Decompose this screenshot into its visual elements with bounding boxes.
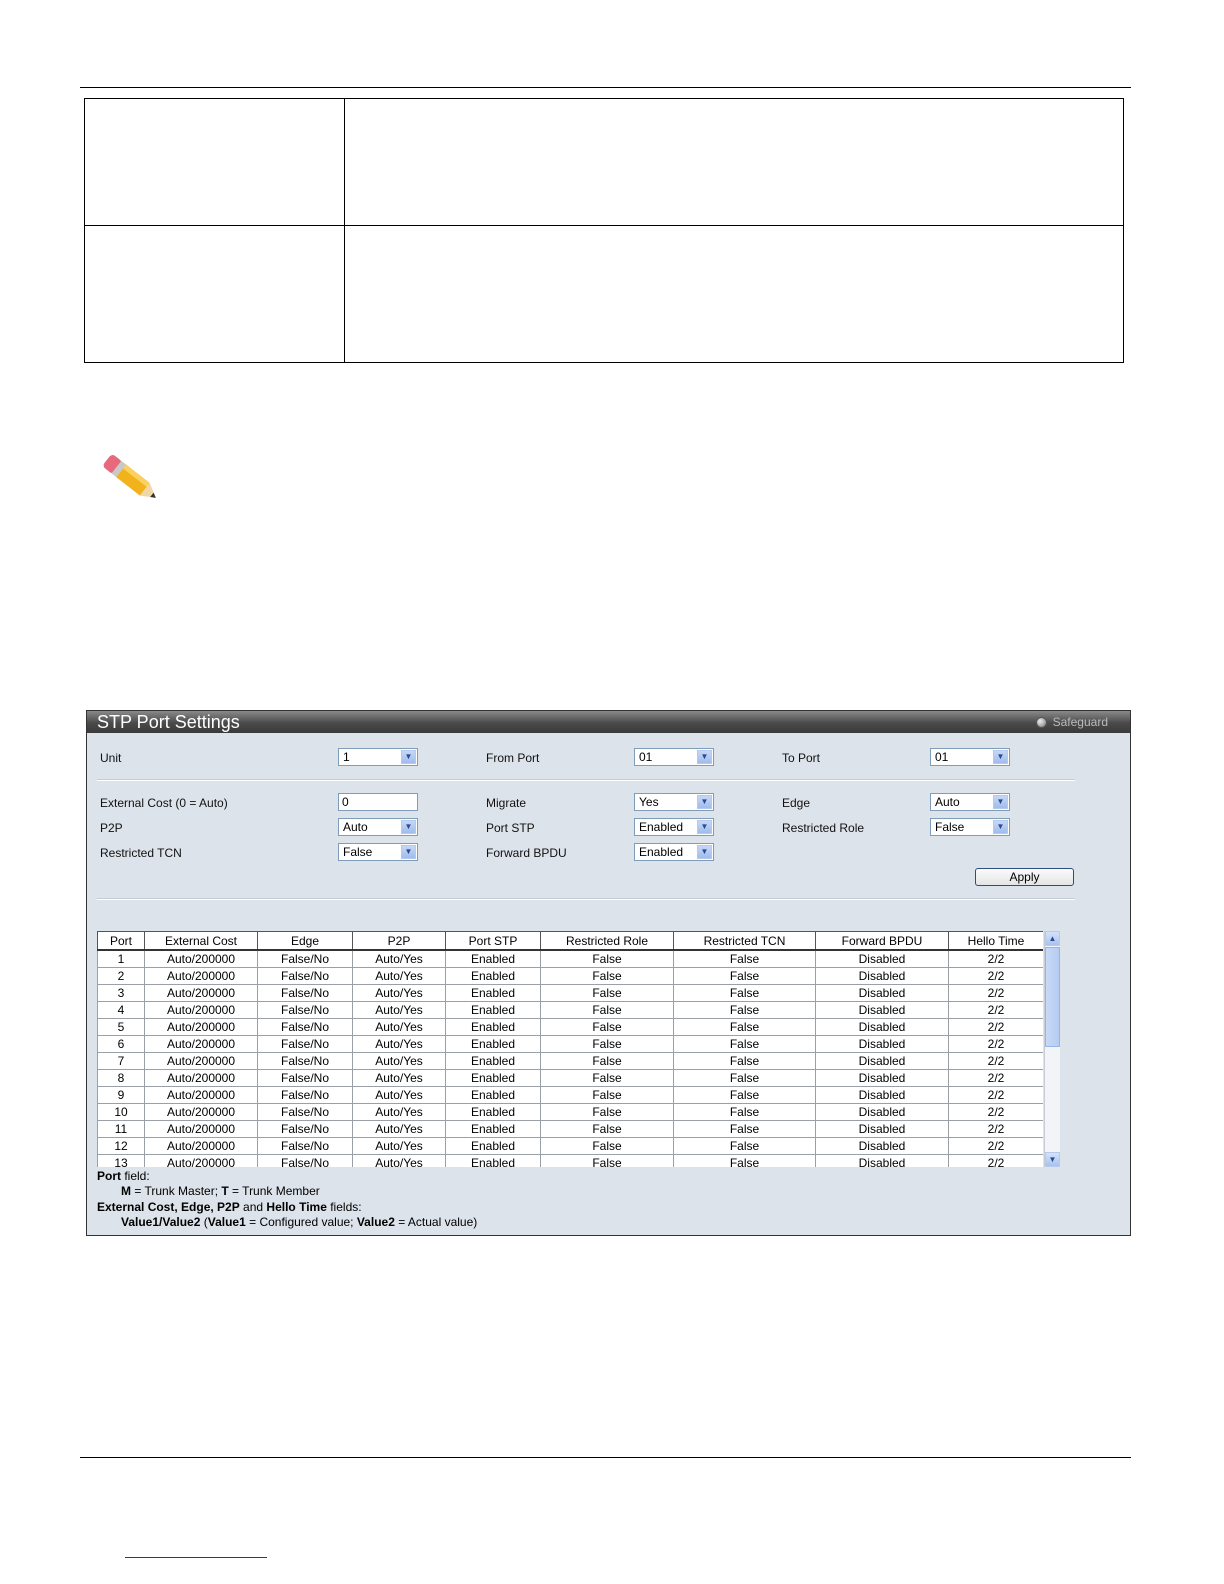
- legend-text: = Actual value): [394, 1215, 478, 1229]
- footer-link-underline[interactable]: [125, 1557, 267, 1558]
- footer-rule: [80, 1457, 1131, 1458]
- table-cell: Auto/200000: [145, 950, 258, 968]
- chevron-down-icon[interactable]: ▼: [1045, 1152, 1060, 1167]
- external-cost-input[interactable]: 0: [338, 793, 418, 811]
- table-cell: Enabled: [446, 1036, 541, 1053]
- table-cell: Enabled: [446, 1070, 541, 1087]
- table-cell: Auto/200000: [145, 1002, 258, 1019]
- table-cell: Disabled: [816, 1036, 949, 1053]
- table-column-divider: [344, 99, 345, 362]
- table-cell: Auto/200000: [145, 1019, 258, 1036]
- table-cell: False: [541, 1036, 674, 1053]
- table-cell: Enabled: [446, 950, 541, 968]
- from-port-select[interactable]: [634, 748, 714, 766]
- table-cell: 2/2: [949, 1070, 1044, 1087]
- column-header: P2P: [353, 932, 446, 951]
- to-port-label: To Port: [782, 751, 821, 765]
- table-cell: Enabled: [446, 1121, 541, 1138]
- table-row[interactable]: [98, 1104, 1044, 1121]
- table-cell: 2/2: [949, 950, 1044, 968]
- table-cell: 7: [98, 1053, 145, 1070]
- table-cell: Enabled: [446, 1002, 541, 1019]
- restricted-role-value: False: [935, 820, 965, 834]
- table-body: [98, 950, 1044, 1167]
- table-header-row: [98, 932, 1044, 951]
- table-cell: False: [541, 1155, 674, 1168]
- forward-bpdu-select[interactable]: [634, 843, 714, 861]
- port-table-viewport: [97, 931, 1043, 1167]
- edge-select[interactable]: [930, 793, 1010, 811]
- table-cell: Auto/200000: [145, 1087, 258, 1104]
- column-header: Restricted Role: [541, 932, 674, 951]
- edge-value: Auto: [935, 795, 960, 809]
- legend-text: Value1/Value2: [121, 1215, 201, 1229]
- panel-header: [87, 711, 1130, 733]
- table-cell: 5: [98, 1019, 145, 1036]
- table-cell: False: [674, 1121, 816, 1138]
- table-cell: Enabled: [446, 1087, 541, 1104]
- legend-text: = Trunk Member: [228, 1184, 320, 1198]
- restricted-role-label: Restricted Role: [782, 821, 865, 835]
- table-cell: 2/2: [949, 985, 1044, 1002]
- table-row[interactable]: [98, 1121, 1044, 1138]
- table-cell: False/No: [258, 950, 353, 968]
- chevron-down-icon: ▼: [993, 750, 1008, 764]
- scrollbar-thumb[interactable]: [1045, 947, 1060, 1047]
- to-port-select[interactable]: [930, 748, 1010, 766]
- legend-port-field: [97, 1169, 150, 1184]
- table-row[interactable]: [98, 985, 1044, 1002]
- chevron-down-icon: ▼: [401, 820, 416, 834]
- p2p-select[interactable]: [338, 818, 418, 836]
- table-cell: Enabled: [446, 985, 541, 1002]
- table-cell: False: [674, 1053, 816, 1070]
- table-cell: Auto/200000: [145, 1053, 258, 1070]
- table-cell: Auto/200000: [145, 1104, 258, 1121]
- table-cell: False: [674, 1002, 816, 1019]
- table-row[interactable]: [98, 1019, 1044, 1036]
- table-row[interactable]: [98, 1087, 1044, 1104]
- table-cell: False: [674, 1087, 816, 1104]
- table-cell: Auto/Yes: [353, 1138, 446, 1155]
- migrate-label: Migrate: [486, 796, 527, 810]
- table-cell: 9: [98, 1087, 145, 1104]
- form-separator: [97, 898, 1075, 900]
- table-cell: False: [541, 1104, 674, 1121]
- legend-text: External Cost, Edge, P2P: [97, 1200, 240, 1214]
- table-cell: False/No: [258, 1138, 353, 1155]
- table-cell: Auto/Yes: [353, 1019, 446, 1036]
- table-row-divider: [85, 225, 1123, 226]
- table-cell: 2/2: [949, 1036, 1044, 1053]
- legend-text: and: [239, 1200, 267, 1214]
- restricted-tcn-select[interactable]: [338, 843, 418, 861]
- port-stp-label: Port STP: [486, 821, 535, 835]
- table-cell: 11: [98, 1121, 145, 1138]
- restricted-tcn-value: False: [343, 845, 373, 859]
- table-scrollbar[interactable]: [1044, 931, 1060, 1167]
- table-cell: Enabled: [446, 1155, 541, 1168]
- table-cell: False/No: [258, 968, 353, 985]
- table-cell: False: [541, 950, 674, 968]
- table-cell: 12: [98, 1138, 145, 1155]
- table-cell: 2/2: [949, 1053, 1044, 1070]
- table-cell: Auto/Yes: [353, 1087, 446, 1104]
- table-cell: Disabled: [816, 1155, 949, 1168]
- table-cell: False/No: [258, 1155, 353, 1168]
- port-stp-select[interactable]: [634, 818, 714, 836]
- column-header: Edge: [258, 932, 353, 951]
- chevron-down-icon: ▼: [697, 845, 712, 859]
- table-cell: Enabled: [446, 1019, 541, 1036]
- forward-bpdu-label: Forward BPDU: [486, 846, 567, 860]
- table-cell: False: [541, 1138, 674, 1155]
- p2p-value: Auto: [343, 820, 368, 834]
- table-cell: Auto/Yes: [353, 1053, 446, 1070]
- table-cell: False: [541, 1053, 674, 1070]
- column-header: Restricted TCN: [674, 932, 816, 951]
- table-cell: False/No: [258, 1104, 353, 1121]
- legend-text: Port: [97, 1169, 121, 1183]
- chevron-down-icon: ▼: [697, 795, 712, 809]
- column-header: Forward BPDU: [816, 932, 949, 951]
- table-cell: Enabled: [446, 1138, 541, 1155]
- table-cell: Auto/Yes: [353, 1104, 446, 1121]
- table-cell: Auto/200000: [145, 985, 258, 1002]
- migrate-select[interactable]: [634, 793, 714, 811]
- table-cell: Disabled: [816, 1070, 949, 1087]
- table-cell: 2/2: [949, 968, 1044, 985]
- table-cell: False: [674, 985, 816, 1002]
- table-cell: Auto/200000: [145, 1155, 258, 1168]
- column-header: Hello Time: [949, 932, 1044, 951]
- table-cell: Auto/200000: [145, 1070, 258, 1087]
- table-cell: Auto/Yes: [353, 950, 446, 968]
- chevron-down-icon: ▼: [993, 820, 1008, 834]
- unit-value: 1: [343, 750, 350, 764]
- legend-text: (: [200, 1215, 208, 1229]
- table-cell: 2: [98, 968, 145, 985]
- table-row[interactable]: [98, 1155, 1044, 1168]
- legend-text: = Trunk Master;: [131, 1184, 222, 1198]
- chevron-down-icon: ▼: [697, 820, 712, 834]
- table-cell: 8: [98, 1070, 145, 1087]
- table-row[interactable]: [98, 968, 1044, 985]
- table-cell: 13: [98, 1155, 145, 1168]
- legend-text: T: [221, 1184, 229, 1198]
- table-cell: Auto/Yes: [353, 985, 446, 1002]
- unit-select[interactable]: [338, 748, 418, 766]
- legend-text: Value1: [207, 1215, 246, 1229]
- legend-text: = Configured value;: [245, 1215, 357, 1229]
- chevron-down-icon: ▼: [401, 750, 416, 764]
- panel-title: STP Port Settings: [97, 712, 240, 732]
- edge-label: Edge: [782, 796, 811, 810]
- table-cell: 2/2: [949, 1087, 1044, 1104]
- form-separator: [97, 779, 1075, 781]
- table-cell: False/No: [258, 1053, 353, 1070]
- table-cell: False: [674, 1019, 816, 1036]
- table-cell: False/No: [258, 985, 353, 1002]
- table-cell: False: [541, 1019, 674, 1036]
- table-cell: Auto/Yes: [353, 1002, 446, 1019]
- table-cell: 2/2: [949, 1121, 1044, 1138]
- legend-text: M: [121, 1184, 131, 1198]
- p2p-label: P2P: [100, 821, 123, 835]
- from-port-label: From Port: [486, 751, 540, 765]
- table-cell: Auto/Yes: [353, 1121, 446, 1138]
- chevron-up-icon[interactable]: ▲: [1045, 931, 1060, 946]
- table-cell: False: [541, 985, 674, 1002]
- table-cell: Disabled: [816, 1121, 949, 1138]
- legend-text: Value2: [356, 1215, 395, 1229]
- table-row[interactable]: [98, 1036, 1044, 1053]
- table-cell: Disabled: [816, 1138, 949, 1155]
- table-cell: False/No: [258, 1121, 353, 1138]
- table-cell: Enabled: [446, 1053, 541, 1070]
- table-cell: False: [541, 968, 674, 985]
- table-cell: Auto/200000: [145, 968, 258, 985]
- description-table: [84, 98, 1124, 363]
- table-cell: False/No: [258, 1070, 353, 1087]
- port-table: [97, 931, 1043, 1167]
- table-cell: False: [674, 1104, 816, 1121]
- table-cell: False: [674, 950, 816, 968]
- unit-label: Unit: [100, 751, 122, 765]
- legend-text: Hello Time: [266, 1200, 327, 1214]
- table-cell: Auto/Yes: [353, 1036, 446, 1053]
- migrate-value: Yes: [639, 795, 659, 809]
- to-port-value: 01: [935, 750, 949, 764]
- table-cell: Disabled: [816, 968, 949, 985]
- table-cell: False/No: [258, 1087, 353, 1104]
- table-cell: 2/2: [949, 1019, 1044, 1036]
- column-header: Port: [98, 932, 145, 951]
- table-cell: False: [541, 1002, 674, 1019]
- chevron-down-icon: ▼: [401, 845, 416, 859]
- table-cell: Disabled: [816, 1002, 949, 1019]
- table-cell: 4: [98, 1002, 145, 1019]
- header-rule: [80, 87, 1131, 88]
- table-cell: Auto/Yes: [353, 968, 446, 985]
- pencil-note-icon: [94, 448, 166, 510]
- table-cell: False: [674, 1070, 816, 1087]
- forward-bpdu-value: Enabled: [639, 845, 684, 859]
- table-cell: 2/2: [949, 1002, 1044, 1019]
- table-cell: 2/2: [949, 1138, 1044, 1155]
- table-cell: 2/2: [949, 1104, 1044, 1121]
- table-cell: False: [674, 1036, 816, 1053]
- table-cell: False: [541, 1070, 674, 1087]
- stp-port-settings-panel: [86, 710, 1131, 1236]
- table-cell: Auto/200000: [145, 1121, 258, 1138]
- column-header: External Cost: [145, 932, 258, 951]
- legend-trunk: [121, 1184, 320, 1199]
- external-cost-label: External Cost (0 = Auto): [100, 796, 228, 810]
- table-cell: False/No: [258, 1019, 353, 1036]
- column-header: Port STP: [446, 932, 541, 951]
- legend-fields: [97, 1200, 362, 1215]
- table-cell: Disabled: [816, 1104, 949, 1121]
- table-row[interactable]: [98, 950, 1044, 968]
- table-cell: Enabled: [446, 968, 541, 985]
- table-cell: Auto/Yes: [353, 1070, 446, 1087]
- table-cell: False: [541, 1121, 674, 1138]
- table-cell: Disabled: [816, 1053, 949, 1070]
- table-row[interactable]: [98, 1138, 1044, 1155]
- table-cell: 10: [98, 1104, 145, 1121]
- restricted-role-select[interactable]: [930, 818, 1010, 836]
- apply-button[interactable]: Apply: [975, 868, 1074, 886]
- safeguard-icon: [1036, 717, 1047, 728]
- chevron-down-icon: ▼: [697, 750, 712, 764]
- table-cell: Disabled: [816, 1019, 949, 1036]
- table-row[interactable]: [98, 1002, 1044, 1019]
- table-cell: Disabled: [816, 1087, 949, 1104]
- table-cell: Enabled: [446, 1104, 541, 1121]
- table-row[interactable]: [98, 1070, 1044, 1087]
- table-cell: 6: [98, 1036, 145, 1053]
- legend-text: field:: [121, 1169, 150, 1183]
- safeguard-indicator[interactable]: [1036, 715, 1108, 729]
- legend-values: [121, 1215, 477, 1230]
- table-cell: Auto/200000: [145, 1036, 258, 1053]
- table-cell: 3: [98, 985, 145, 1002]
- table-cell: 1: [98, 950, 145, 968]
- table-cell: False/No: [258, 1002, 353, 1019]
- table-cell: False: [541, 1087, 674, 1104]
- legend-text: fields:: [326, 1200, 362, 1214]
- table-cell: Auto/Yes: [353, 1155, 446, 1168]
- table-cell: False: [674, 1138, 816, 1155]
- table-cell: Auto/200000: [145, 1138, 258, 1155]
- chevron-down-icon: ▼: [993, 795, 1008, 809]
- port-stp-value: Enabled: [639, 820, 684, 834]
- table-cell: False/No: [258, 1036, 353, 1053]
- table-cell: False: [674, 968, 816, 985]
- table-cell: 2/2: [949, 1155, 1044, 1168]
- safeguard-label: Safeguard: [1052, 715, 1108, 729]
- table-cell: Disabled: [816, 950, 949, 968]
- from-port-value: 01: [639, 750, 653, 764]
- table-cell: False: [674, 1155, 816, 1168]
- table-row[interactable]: [98, 1053, 1044, 1070]
- table-cell: Disabled: [816, 985, 949, 1002]
- restricted-tcn-label: Restricted TCN: [100, 846, 182, 860]
